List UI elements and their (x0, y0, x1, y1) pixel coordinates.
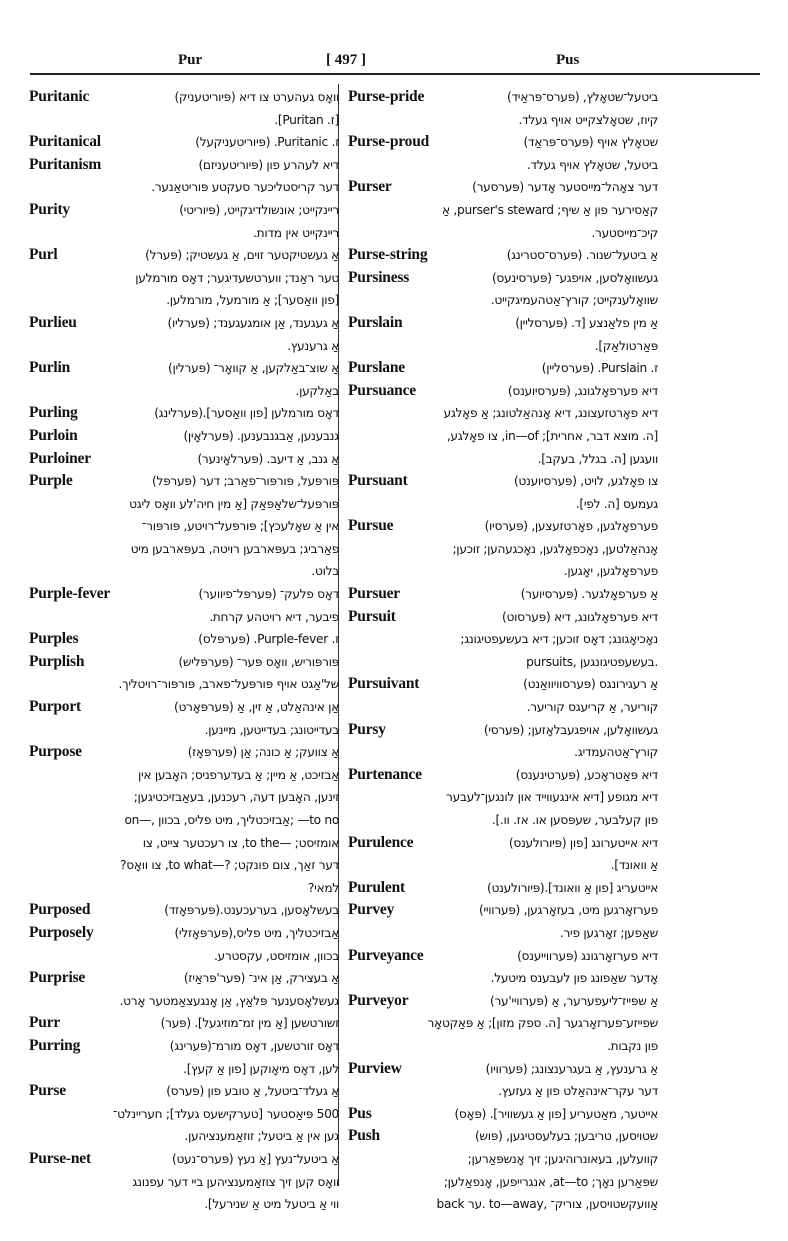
definition-line: געשוואָלען, אויפגעבלאָזען; (פּערסי) (483, 722, 658, 737)
definition-line: פערזאָרגען מיט, בעזאָרגען, (פּערוויי) (478, 903, 658, 918)
entry-first-line (348, 832, 658, 855)
headword: Purse-net (29, 1149, 91, 1167)
entry-first-line (348, 990, 658, 1013)
headword: Purprise (29, 969, 86, 987)
definition-line: אַ מין פלאַנצע [ד. (פּערסליין) (515, 315, 658, 330)
definition-line: דיא פערפאָלגונג, (פּערסיוענס) (507, 383, 658, 398)
definition-line: דאָס מורמלען [פון וואַסער].(פּערלינג) (154, 406, 339, 421)
definition-line: אַ שפּייז־ליעפערער, אַ (פּערוויי'ער) (490, 993, 658, 1008)
headword: Push (348, 1127, 380, 1145)
headword: Purlieu (29, 313, 77, 331)
entry-first-line (29, 651, 339, 674)
headword: Puritanical (29, 133, 101, 151)
definition-line: בכוון, אומזיסט, עקסטרע. (213, 948, 339, 963)
definition-line: אייטעריג [פון אַ וואונד].(פּיורולענט) (486, 880, 658, 895)
dictionary-entry (348, 1103, 658, 1126)
definition-line: דאָס זורטשען, דאָס מורמ־(פּערינג) (169, 1038, 339, 1053)
definition-line: פּאַרטולאַק]. (594, 338, 658, 353)
definition-line: 500 פּיאַסטער [טערקישעס געלד]; חעריינלט־ (112, 1106, 339, 1121)
entry-first-line (29, 154, 339, 177)
headword: Pursue (348, 517, 394, 535)
dictionary-entry (348, 380, 658, 470)
definition-line: גנבענען, אַבגנבענען. (פּערלאָין) (183, 428, 339, 443)
definition-line: אַ ביטעל־שנור. (פּערס־סטרינג) (506, 248, 658, 263)
definition-line: אייטער, מאַטעריע [פון אַ געשוויר]. (פּאָס) (454, 1106, 658, 1121)
entry-first-line (29, 899, 339, 922)
definition-line: געשלאָסענער פּלאַץ, אַן אָנגעצאַמטער אָרט. (119, 993, 339, 1008)
definition-line: פאַרביג; בעפּארבען רויטה, בעפּארבען מיט (130, 541, 339, 556)
definition-line: קוריער, אַ קריעגס קוריער. (526, 700, 658, 715)
dictionary-entry (348, 583, 658, 606)
headword: Purveyance (348, 946, 424, 964)
definition-line: שאַפען; זאָרגען פיר. (559, 925, 658, 940)
definition-line: דיא אייטערונג [פון (פּיורולענס) (508, 835, 658, 850)
headword: Purloiner (29, 449, 91, 467)
dictionary-entry (29, 583, 339, 628)
entry-first-line (29, 922, 339, 945)
headword: Purple-fever (29, 585, 111, 603)
dictionary-entry (348, 606, 658, 674)
headword: Purr (29, 1014, 61, 1032)
definition-line: פון קעלבער, שעפּסען או. אז. וו.]. (491, 813, 658, 827)
headword: Purposed (29, 901, 91, 919)
dictionary-entry (29, 651, 339, 696)
headword: Purples (29, 630, 79, 648)
dictionary-entry (29, 425, 339, 448)
headword: Pursuant (348, 472, 408, 490)
definition-line: ז. Purple-fever. (פּערפּלס) (198, 632, 339, 647)
definition-line: ריינקייט; אונשולדיגקייט, (פּיוריטי) (179, 202, 339, 217)
entry-first-line (29, 312, 339, 335)
dictionary-entry (29, 922, 339, 967)
headword: Purview (348, 1059, 402, 1077)
running-head-right: Pus (556, 52, 580, 68)
definition-line: פון נקבות. (607, 1038, 658, 1053)
entry-first-line (29, 402, 339, 425)
entry-first-line (29, 1080, 339, 1103)
entry-first-line (29, 470, 339, 493)
headword: Purse-string (348, 246, 428, 264)
entry-first-line (348, 945, 658, 968)
headword: Purple (29, 472, 73, 490)
definition-line: געשוואָלסען, אויפגע־ (פּערסינעס) (491, 270, 658, 285)
entry-first-line (348, 131, 658, 154)
entry-first-line (29, 244, 339, 267)
definition-line: ריינקייט אין מדות. (253, 225, 339, 240)
entry-first-line (29, 357, 339, 380)
definition-line: נאָכיאָגונג; דאָס זוכען; דיא בעשעפטיגונג; (460, 632, 658, 647)
dictionary-entry (348, 945, 658, 990)
definition-line: דער עקר־אינהאַלט פון אַ געזעץ. (498, 1084, 658, 1099)
definition-line: פּורפּעל, פּורפּור־פאַרב; דער (פּערפּל) (151, 474, 339, 489)
headword: Puritanic (29, 88, 90, 105)
dictionary-entry (348, 1125, 658, 1215)
headword: Purulent (348, 878, 405, 896)
definition-line: ווי אַ ביטעל מיט אַ שנירעל]. (204, 1197, 339, 1212)
definition-line: דיא מגופע [דיא אינגעווייד און לונגען־לעבער (446, 790, 658, 805)
definition-line: [פון וואַסער]; אַ מורמעל, מורמלען. (166, 293, 339, 308)
definition-line: גען אין אַ ביטעל; זוזאַמענציהען. (184, 1129, 339, 1144)
dictionary-entry (348, 764, 658, 832)
dictionary-entry (29, 1080, 339, 1148)
definition-line: אַ וואונד]. (610, 858, 658, 873)
entry-first-line (29, 628, 339, 651)
entry-first-line (29, 967, 339, 990)
right-column (348, 86, 658, 1216)
headword: Pursuance (348, 381, 416, 399)
dictionary-entry (348, 673, 658, 718)
headword: Purplish (29, 652, 85, 670)
headword: Pursuit (348, 607, 396, 625)
dictionary-entry (348, 515, 658, 583)
headword: Purulence (348, 833, 414, 851)
definition-line: אין אַ שאָלעכץ]; פּורפּעל־רויטע, פּורפּור־ (142, 519, 339, 534)
definition-line: אַ ביטעל־נעץ [אַ נעץ (פּערס־נעט) (172, 1151, 339, 1166)
definition-line: פערפאָלגען, יאָגען. (563, 564, 658, 579)
headword: Puritanism (29, 155, 102, 173)
headword: Purse-pride (348, 88, 425, 105)
definition-line: קיכ־מייסטער. (591, 225, 658, 240)
definition-line: אַ גרענעץ. (287, 338, 339, 353)
definition-line: אַן אינהאַלט, אַ זין, אַ (פּערפּאָרט) (173, 700, 339, 715)
entry-first-line (348, 515, 658, 538)
entry-first-line (348, 606, 658, 629)
entry-first-line (29, 583, 339, 606)
dictionary-entry (29, 86, 339, 131)
entry-first-line (348, 86, 658, 109)
definition-line: אַבזיכטליך, מיט פליס,(פּערפּאָזלי) (174, 925, 339, 940)
headword: Purposely (29, 923, 94, 941)
dictionary-entry (348, 357, 658, 380)
entry-first-line (348, 380, 658, 403)
dictionary-entry (29, 1148, 339, 1216)
dictionary-entry (29, 741, 339, 899)
definition-line: אָנהאַלטען, נאָכפאָלגען, נאָכגעהען; זוכען; (452, 541, 658, 556)
dictionary-entry (29, 154, 339, 199)
definition-line: שטאָלץ אויף (פּערס־פּראַד) (523, 135, 658, 150)
definition-line: אַ צוועק; אַ כונה; אַן (פּערפּאָז) (187, 745, 339, 760)
definition-line: פיבער, דיא רויטהע קרחת. (209, 609, 339, 624)
definition-line: דיא פערפאָלגונג, דיא (פּערסוט) (502, 609, 658, 624)
headword: Purlin (29, 359, 71, 377)
dictionary-entry (348, 86, 658, 131)
dictionary-entry (348, 832, 658, 877)
entry-first-line (29, 425, 339, 448)
header-rule (30, 73, 760, 75)
definition-line: דיא פאָרטזעצונג, דיא אָנהאַלטונג; אַ פאָלגע (443, 406, 658, 421)
definition-line: אַ געלד־ביטעל, אַ טובע פון (פּערס) (166, 1084, 339, 1099)
dictionary-entry (29, 1012, 339, 1035)
dictionary-entry (29, 131, 339, 154)
headword: Pursuer (348, 585, 400, 603)
entry-first-line (348, 267, 658, 290)
headword: Purity (29, 200, 70, 218)
entry-first-line (29, 741, 339, 764)
dictionary-entry (348, 470, 658, 515)
definition-line: אַ רעגירונגס (פּערסוויוואַנט) (523, 677, 658, 692)
dictionary-entry (29, 628, 339, 651)
dictionary-entry (348, 877, 658, 900)
dictionary-entry (29, 967, 339, 1012)
definition-line: וואָס געהערט צו דיא (פּיוריטעניק) (174, 90, 339, 104)
definition-line: אָדער שאַפונג פון לעבענס מיטעל. (490, 971, 658, 986)
dictionary-entry (29, 312, 339, 357)
definition-line: זינען, האָבען דעה, רעכנען, בעאַבזיכטיגען; (133, 790, 339, 805)
definition-line: ז. Puritanic. (פּיוריטעניקעל) (195, 135, 339, 150)
entry-first-line (29, 696, 339, 719)
definition-line: ביטעל, שטאָלץ אויף געלד. (526, 157, 658, 172)
headword: Pursy (348, 720, 386, 738)
entry-first-line (348, 357, 658, 380)
definition-line: אומזיסט; —to the, צו רעכטער צייט, צו (142, 835, 339, 850)
definition-line: דער זאַך, צום פונקט; ?—to what, צו וואָס? (120, 858, 339, 873)
entry-first-line (348, 673, 658, 696)
dictionary-entry (29, 470, 339, 583)
dictionary-entry (29, 1035, 339, 1080)
definition-line: דער קריסטליכער סעקטע פּוריטאַנער. (151, 180, 339, 195)
entry-first-line (29, 199, 339, 222)
definition-line: באַלקען. (295, 383, 339, 398)
definition-line: למאי? (307, 880, 339, 895)
definition-line: קאַסירער פון אַ שיף; purser's steward, אַ (442, 202, 658, 217)
headword: Purse (29, 1082, 66, 1100)
entry-first-line (348, 470, 658, 493)
entry-first-line (29, 86, 339, 109)
entry-first-line (29, 1035, 339, 1058)
headword: Purloin (29, 426, 78, 444)
definition-line: אַ גנב, אַ דיעב. (פּערלאָינער) (197, 451, 339, 466)
dictionary-entry (29, 402, 339, 425)
dictionary-entry (348, 131, 658, 176)
definition-line: שפייזע־פערזאָרגער [ה. ספק מזון]; אַ פּאַקטאָר (427, 1016, 658, 1031)
headword: Purser (348, 178, 392, 196)
dictionary-entry (29, 199, 339, 244)
dictionary-entry (348, 899, 658, 944)
dictionary-entry (348, 176, 658, 244)
definition-line: דאָס פלעק־ (פּערפּל־פיווער) (198, 587, 339, 602)
definition-line: פּורפּעל־שלאַפּאַק [אַ מין חיה'לע וואָס ליגט (129, 496, 339, 511)
definition-line: אַ געגענד, אַן אומגעגענד; (פּערליו) (167, 315, 339, 330)
dictionary-entry (29, 244, 339, 312)
definition-line: דיא פערזאָרגונג (פּערווייענס) (517, 948, 658, 963)
entry-first-line (348, 1058, 658, 1081)
definition-line: בעדייטונג; בעדייטען, מיינען. (204, 722, 339, 737)
definition-line: שוואָלענקייט; קורץ־אַטהעמיגקייט. (490, 293, 658, 308)
definition-line: pursuits, בעשעפטיגונגען. (526, 654, 658, 669)
entry-first-line (348, 312, 658, 335)
headword: Pursiness (348, 268, 410, 286)
dictionary-entry (29, 899, 339, 922)
entry-first-line (348, 244, 658, 267)
definition-line: אַבזיכט, אַ מיין; אַ בעדערפניס; האָבען אין (137, 767, 339, 782)
definition-line: לען, דאָס מיאָוקען [פון אַ קעץ]. (183, 1061, 339, 1076)
definition-line: של'אַגט אויף פּורפּעל־פארב, פּורפּור־רויטליך. (118, 677, 339, 692)
definition-line: קורץ־אַטהעמדיג. (574, 745, 658, 760)
entry-first-line (348, 583, 658, 606)
definition-line: on—, אַבזיכטליך, מיט פליס, בכוון; —to no (124, 813, 339, 827)
headword: Purvey (348, 901, 395, 919)
definition-line: צו פאָלגע, לויט, (פּערסיוענט) (513, 474, 658, 489)
page-number: [ 497 ] (326, 52, 366, 68)
dictionary-entry (348, 719, 658, 764)
entry-first-line (29, 1012, 339, 1035)
dictionary-entry (29, 696, 339, 741)
definition-line: אַ שוצ־באַלקען, אַ קוואָר־ (פּערלין) (168, 361, 339, 376)
headword: Purring (29, 1036, 81, 1054)
headword: Purport (29, 698, 81, 716)
entry-first-line (29, 448, 339, 471)
definition-line: פּורפּוריש, וואָס פּער־ (פּערפּליש) (178, 654, 339, 669)
dictionary-entry (348, 244, 658, 267)
definition-line: זשורטשען [אַ מין זמ־מוזיגעל]. (פּער) (160, 1016, 339, 1031)
headword: Purslain (348, 313, 403, 331)
definition-line: פערפאָלגען, פאָרטזעצען, (פּערסיו) (484, 519, 658, 534)
definition-line: שטויסען, טריבען; בעלעסטיגען, (פּוש) (474, 1129, 658, 1144)
entry-first-line (348, 877, 658, 900)
definition-line: [ה. מוצא דבר, אחרית]; in—of, צו פאָלגע, (446, 428, 658, 443)
definition-line: אַ געשטיקטער זוים, אַ געשטיק; (פּערל) (145, 248, 339, 263)
headword: Purtenance (348, 765, 422, 783)
definition-line: ז. Purslain. (פּערסליין) (541, 361, 658, 376)
entry-first-line (348, 764, 658, 787)
headword: Purveyor (348, 991, 409, 1009)
definition-line: קוועלען, בעאונרוהיגען; זיך אָנשפּאַרען; (467, 1151, 658, 1166)
dictionary-entry (348, 267, 658, 312)
definition-line: וואָס קען זיך צוזאַמענציהען ביי דער עפנונג (132, 1174, 339, 1189)
headword: Pus (348, 1104, 372, 1122)
definition-line: בלוט. (311, 564, 339, 579)
dictionary-entry (348, 1058, 658, 1103)
headword: Purl (29, 246, 58, 264)
headword: Purslane (348, 359, 405, 377)
dictionary-entry (29, 448, 339, 471)
definition-line: ביטעל־שטאָלץ, (פּערס־פּראַיד) (506, 90, 658, 104)
headword: Pursuivant (348, 675, 420, 693)
entry-first-line (29, 1148, 339, 1171)
dictionary-entry (29, 357, 339, 402)
entry-first-line (348, 1103, 658, 1126)
entry-first-line (348, 176, 658, 199)
headword: Purling (29, 404, 78, 422)
entry-first-line (348, 1125, 658, 1148)
definition-line: דיא לעהרע פון (פּיוריטעניזם) (198, 157, 339, 172)
definition-line: back ער. to—away, אַוועקשטויסען, צוריק־ (436, 1197, 658, 1212)
definition-line: דיא פּאַטראָכע, (פּערטינענס) (515, 767, 658, 782)
dictionary-entry (348, 990, 658, 1058)
definition-line: שפּאַרען נאָך; at—to, אנגרייפען, אָנפאַלען; (443, 1174, 658, 1189)
headword: Purpose (29, 743, 82, 761)
dictionary-entry (348, 312, 658, 357)
entry-first-line (348, 719, 658, 742)
definition-line: דער צאָהל־מייסטער אָדער (פּערסער) (472, 180, 658, 195)
definition-line: בעשלאָסען, בערעכענט.(פּערפּאָזד) (164, 903, 339, 918)
definition-line: אַ בעצירק, אַן אינ־ (פּער'פּראַיז) (183, 971, 339, 986)
entry-first-line (348, 899, 658, 922)
running-head-left: Pur (178, 52, 203, 68)
entry-first-line (29, 131, 339, 154)
definition-line: וועגען [ה. בגלל, בעקב]. (537, 451, 658, 466)
definition-line: קיוז, שטאָלצקייט אויף געלד. (518, 112, 658, 127)
left-column (29, 86, 339, 1216)
definition-line: אַ פערפאָלגער. (פּערסיוער) (520, 587, 658, 602)
definition-line: [ז. Puritan]. (274, 112, 339, 127)
headword: Purse-proud (348, 133, 430, 151)
definition-line: אַ גרענעץ, אַ בעגרענצונג; (פּערוויו) (485, 1061, 658, 1076)
definition-line: געמעס [ה. לפי]. (575, 496, 658, 511)
definition-line: טער ראַנד; ווערטשעדיגער; דאָס מורמלען (135, 270, 339, 285)
